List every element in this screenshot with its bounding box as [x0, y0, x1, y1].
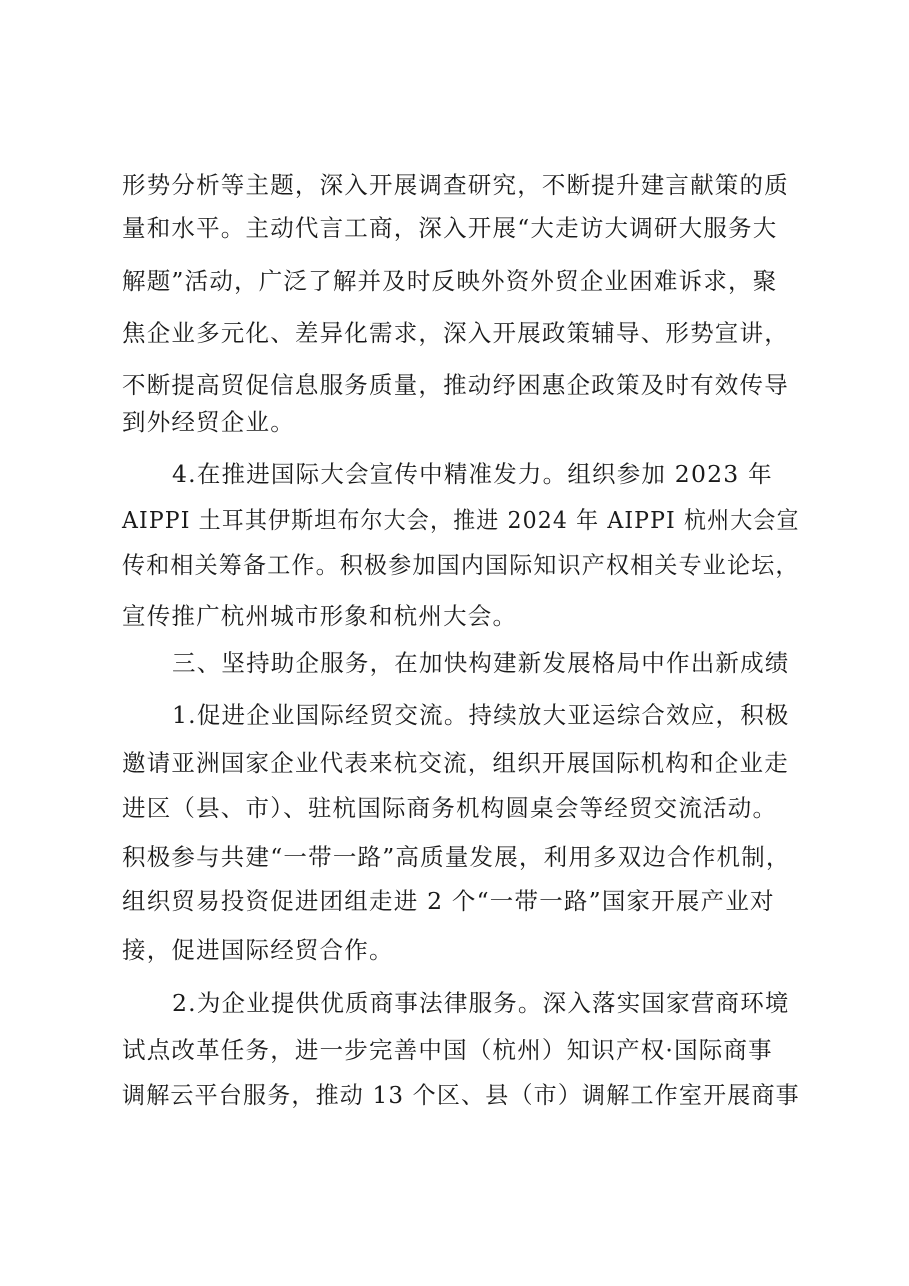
body-text-line: 组织贸易投资促进团组走进 2 个“一带一路”国家开展产业对: [122, 887, 775, 915]
section-item-4: 4.在推进国际大会宣传中精准发力。组织参加 2023 年: [172, 460, 773, 488]
body-text-line: 调解云平台服务，推动 13 个区、县（市）调解工作室开展商事: [122, 1081, 800, 1109]
body-text-line: 接，促进国际经贸合作。: [122, 936, 394, 964]
body-text-line: 邀请亚洲国家企业代表来杭交流，组织开展国际机构和企业走: [122, 749, 789, 777]
section-item-2: 2.为企业提供优质商事法律服务。深入落实国家营商环境: [172, 989, 790, 1017]
body-text-line: 形势分析等主题，深入开展调查研究，不断提升建言献策的质: [122, 171, 789, 199]
body-text-line: 到外经贸企业。: [122, 408, 295, 436]
body-text-line: 试点改革任务，进一步完善中国（杭州）知识产权·国际商事: [122, 1036, 773, 1064]
body-text-line: 积极参与共建“一带一路”高质量发展，利用多双边合作机制，: [122, 843, 791, 871]
body-text-line: 传和相关筹备工作。积极参加国内国际知识产权相关专业论坛，: [122, 551, 800, 579]
body-text-line: 解题”活动，广泛了解并及时反映外资外贸企业困难诉求，聚: [122, 267, 778, 295]
body-text-line: 进区（县、市）、驻杭国际商务机构圆桌会等经贸交流活动。: [122, 794, 778, 822]
body-text-line: 量和水平。主动代言工商，深入开展“大走访大调研大服务大: [122, 214, 778, 242]
section-heading-3: 三、坚持助企服务，在加快构建新发展格局中作出新成绩: [172, 649, 790, 677]
body-text-line: 宣传推广杭州城市形象和杭州大会。: [122, 602, 518, 630]
section-item-1: 1.促进企业国际经贸交流。持续放大亚运综合效应，积极: [172, 701, 790, 729]
body-text-line: 焦企业多元化、差异化需求，深入开展政策辅导、形势宣讲，: [122, 319, 789, 347]
body-text-line: 不断提高贸促信息服务质量，推动纾困惠企政策及时有效传导: [122, 371, 789, 399]
body-text-line: AIPPI 土耳其伊斯坦布尔大会，推进 2024 年 AIPPI 杭州大会宣: [122, 506, 800, 534]
